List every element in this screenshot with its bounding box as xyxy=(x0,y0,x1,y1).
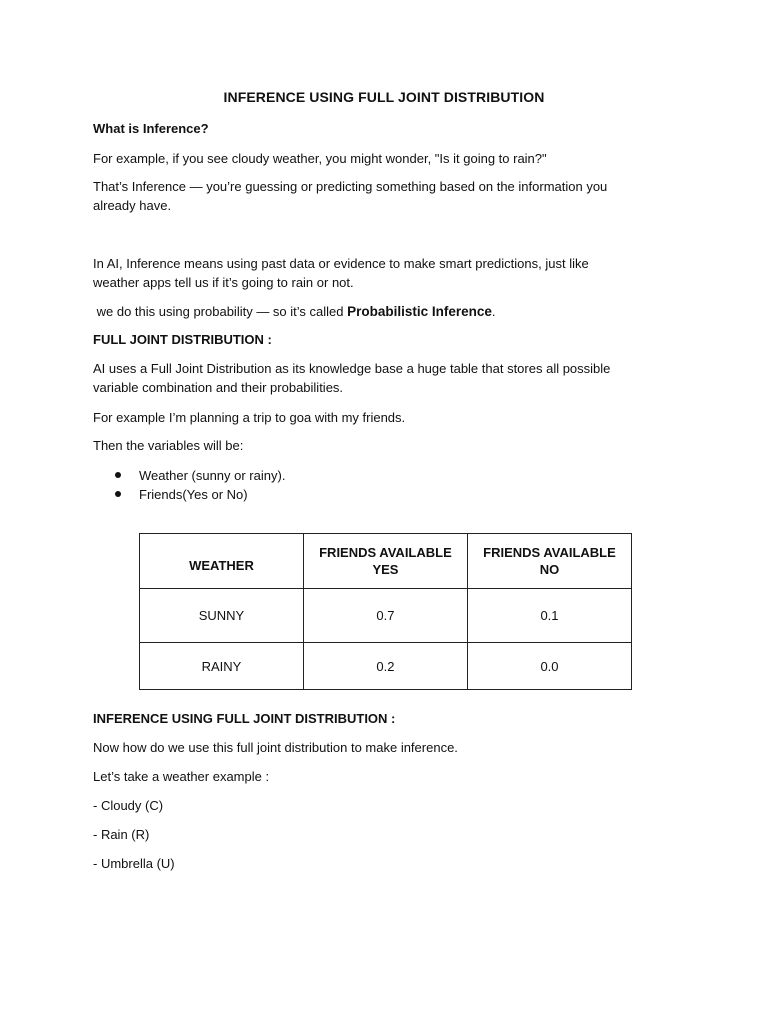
probabilistic-prefix: we do this using probability — so it’s called xyxy=(93,304,348,319)
header-weather: WEATHER xyxy=(140,534,304,589)
list-item xyxy=(93,485,285,504)
bullet-icon xyxy=(115,491,121,497)
paragraph-goa-trip: For example I’m planning a trip to goa with my friends. xyxy=(93,410,406,425)
bullet-icon xyxy=(115,472,121,478)
section-heading-inference-using-fjd: INFERENCE USING FULL JOINT DISTRIBUTION : xyxy=(93,711,396,726)
cell-rainy-yes: 0.2 xyxy=(303,643,467,690)
cell-rainy-no: 0.0 xyxy=(467,643,631,690)
table-row xyxy=(140,589,632,643)
paragraph-weather-example: Let’s take a weather example : xyxy=(93,769,270,784)
cell-weather-rainy: RAINY xyxy=(140,643,304,690)
paragraph-probabilistic-inference xyxy=(93,302,673,321)
section-heading-what-is-inference: What is Inference? xyxy=(93,121,209,136)
document-title: INFERENCE USING FULL JOINT DISTRIBUTION xyxy=(223,89,545,105)
list-item-rain: - Rain (R) xyxy=(93,827,150,842)
joint-distribution-table xyxy=(139,533,632,690)
paragraph-knowledge-base-line2: variable combination and their probabilities. xyxy=(93,380,344,395)
paragraph-inference-definition-line2: already have. xyxy=(93,198,172,213)
paragraph-ai-inference-line2: weather apps tell us if it’s going to rain or not. xyxy=(93,275,354,290)
list-item-umbrella: - Umbrella (U) xyxy=(93,856,175,871)
paragraph-variables-intro: Then the variables will be: xyxy=(93,438,244,453)
section-heading-full-joint-distribution: FULL JOINT DISTRIBUTION : xyxy=(93,332,272,347)
cell-sunny-yes: 0.7 xyxy=(303,589,467,643)
list-item-cloudy: - Cloudy (C) xyxy=(93,798,164,813)
header-friends-no: FRIENDS AVAILABLE NO xyxy=(467,534,631,589)
bullet-text-friends: Friends(Yes or No) xyxy=(139,487,248,502)
paragraph-knowledge-base-line1: AI uses a Full Joint Distribution as its knowledge base a huge table that stores all possible xyxy=(93,361,611,376)
header-friends-yes: FRIENDS AVAILABLE YES xyxy=(303,534,467,589)
paragraph-ai-inference-line1: In AI, Inference means using past data or evidence to make smart predictions, just like xyxy=(93,256,589,271)
cell-weather-sunny: SUNNY xyxy=(140,589,304,643)
paragraph-cloudy-example: For example, if you see cloudy weather, you might wonder, "Is it going to rain?" xyxy=(93,151,547,166)
bullet-text-weather: Weather (sunny or rainy). xyxy=(139,468,286,483)
table-row xyxy=(140,643,632,690)
paragraph-inference-definition-line1: That’s Inference — you’re guessing or predicting something based on the information you xyxy=(93,179,608,194)
table-header-row xyxy=(140,534,632,589)
variables-bullet-list xyxy=(93,466,285,504)
probabilistic-inference-term: Probabilistic Inference xyxy=(347,304,492,319)
probabilistic-suffix: . xyxy=(491,304,496,319)
list-item xyxy=(93,466,285,485)
cell-sunny-no: 0.1 xyxy=(467,589,631,643)
paragraph-how-to-use: Now how do we use this full joint distribution to make inference. xyxy=(93,740,458,755)
